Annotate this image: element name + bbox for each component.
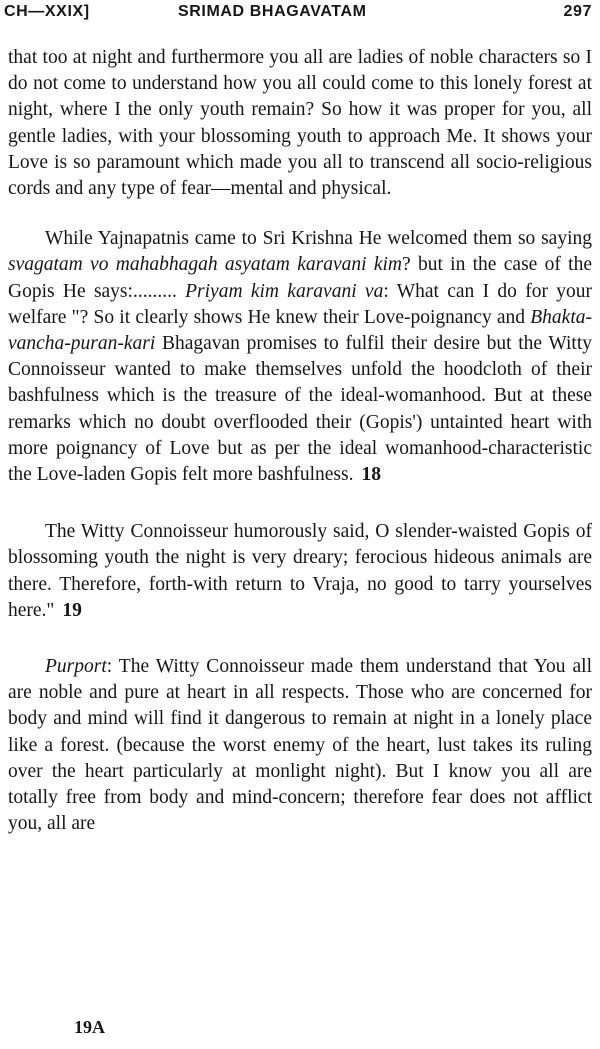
running-head — [4, 3, 592, 29]
sanskrit-phrase: svagatam vo mahabhagah asyatam karavani kim — [8, 254, 402, 276]
paragraph-text: While Yajnapatnis came to Sri Krishna He welcomed them so saying — [45, 228, 592, 250]
paragraph-purport — [8, 654, 592, 837]
page-number: 297 — [563, 3, 592, 20]
purport-label: Purport — [45, 656, 107, 678]
printer-signature: 19A — [74, 1017, 105, 1037]
paragraph-text: The Witty Connoisseur humorously said, O slender-waisted Gopis of blossoming youth the night is very dreary; ferocious hideous animals are there. Therefore, forth-with return to Vraja, no good to tarry yourselves here." — [8, 521, 592, 621]
book-title: SRIMAD BHAGAVATAM — [178, 3, 367, 20]
verse-number: 18 — [361, 464, 381, 486]
paragraph-text: ? but in the case of the Gopis He says:......... — [8, 254, 593, 302]
page-body — [8, 45, 592, 837]
paragraph-verse-18 — [8, 226, 592, 488]
sanskrit-phrase: Priyam kim karavani va — [185, 280, 384, 302]
sanskrit-phrase: Bhakta-vancha-puran-kari — [8, 306, 592, 355]
paragraph-text: : The Witty Connoisseur made them understand that You all are noble and pure at heart in all respects. Those who are concerned for body and mind will find it dangerous to remain at night in a lonely place like a forest. (because the worst enemy of the heart, lust takes its ruling over the heart particularly at monlight night). But I know you all are totally free from body and mind-concern; therefore fear does not afflict you, all are — [8, 656, 592, 835]
chapter-marker: CH—XXIX] — [4, 3, 90, 20]
paragraph-text: : What can I do for your welfare "? So it clearly shows He knew their Love-poignancy and — [8, 280, 592, 328]
paragraph-text: Bhagavan promises to fulfil their desire but the Witty Connoisseur wanted to make themselves unfold the hoodcloth of their bashfulness which is the treasure of the ideal-womanhood. But at these remarks which no doubt overflooded their (Gopis') untainted heart with more poignancy of Love but as per the ideal womanhood-characteristic the Love-laden Gopis felt more bashfulness. — [8, 333, 592, 486]
paragraph-continued: that too at night and furthermore you all are ladies of noble characters so I do not come to understand how you all could come to this lonely forest at night, where I the only youth remain? So how it was proper for you, all gentle ladies, with your blossoming youth to approach Me. It shows your Love is so paramount which made you all to transcend all socio-religious cords and any type of fear—mental and physical. — [8, 47, 592, 200]
verse-number: 19 — [62, 599, 82, 621]
paragraph-verse-19 — [8, 519, 592, 624]
